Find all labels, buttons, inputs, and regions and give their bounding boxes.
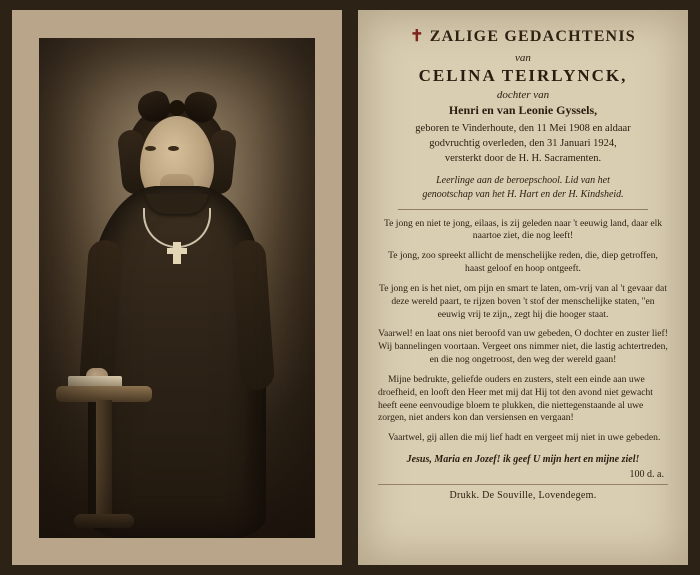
photo-panel — [12, 10, 342, 565]
eye-right — [168, 146, 179, 151]
verse-5: Mijne bedrukte, geliefde ouders en zusters, stelt een einde aan uwe droefheid, en looft den Heer met mij dat Hij tot den avond niet gewacht heeft eene eenvoudige bloem te plukken, die niettegenstaande al uwe zorgen, niet anders kon dan versiensen en vergaan! — [378, 373, 653, 424]
table-leg — [96, 400, 112, 520]
eye-left — [145, 146, 156, 151]
membership-line-2: genootschap van het H. Hart en der H. Kindsheid. — [422, 188, 624, 200]
footer-rule — [378, 484, 668, 485]
verse-6: Vaartwel, gij allen die mij lief hadt en vergeet mij niet in uwe gebeden. — [388, 432, 661, 444]
printer-imprint: Drukk. De Souville, Lovendegem. — [449, 489, 597, 501]
cross-dagger-icon: ✝ — [410, 28, 425, 45]
cross-pendant-icon — [173, 242, 181, 264]
sacraments-line: versterkt door de H. H. Sacramenten. — [444, 153, 602, 165]
card-van-label: van — [515, 52, 531, 64]
prayer-card-panel — [358, 10, 688, 565]
indulgence-note: 100 d. a. — [629, 468, 664, 480]
death-line: godvruchtig overleden, den 31 Januari 1924, — [429, 138, 617, 150]
deceased-name: CELINA TEIRLYNCK, — [418, 66, 628, 85]
membership-line-1: Leerlinge aan de beroepschool. Lid van het — [436, 174, 610, 186]
verse-2: Te jong, zoo spreekt allicht de menschelijke reden, die, diep getroffen, haast geloof en hoop ontgeeft. — [388, 250, 658, 275]
portrait-subject — [82, 90, 272, 538]
table-base — [74, 514, 134, 528]
parents-names: Henri en van Leonie Gyssels, — [448, 103, 598, 117]
verse-3: Te jong en is het niet, om pijn en smart te laten, om-vrij van al 't gevaar dat deze wereld paart, te rijzen boven 't stof der menschelijke staten, "en eeuwig vrij te zijn,, zegt hij die hooger staat. — [379, 282, 667, 320]
portrait-photograph — [39, 38, 315, 538]
membership-block — [378, 174, 668, 202]
birth-line: geboren te Vinderhoute, den 11 Mei 1908 en aldaar — [415, 123, 631, 134]
divider-rule — [398, 209, 647, 210]
relation-label: dochter van — [496, 89, 550, 101]
verse-4: Vaarwel! en laat ons niet beroofd van uw gebeden, O dochter en zuster lief! Wij bannelingen voortaan. Vergeet ons nimmer niet, die lastig achtertreden, en die nog ongetroost, den weg der wereld gaan! — [378, 328, 668, 366]
closing-prayer: Jesus, Maria en Jozef! ik geef U mijn hert en mijne ziel! — [406, 454, 640, 466]
card-header-title — [378, 26, 668, 46]
card-header-title-text: ZALIGE GEDACHTENIS — [429, 28, 636, 45]
bow-knot — [169, 100, 185, 116]
side-table — [56, 386, 152, 536]
verse-1: Te jong en niet te jong, eilaas, is zij geleden naar 't eeuwig land, daar elk naartoe ziet, die nog leeft! — [383, 217, 663, 242]
